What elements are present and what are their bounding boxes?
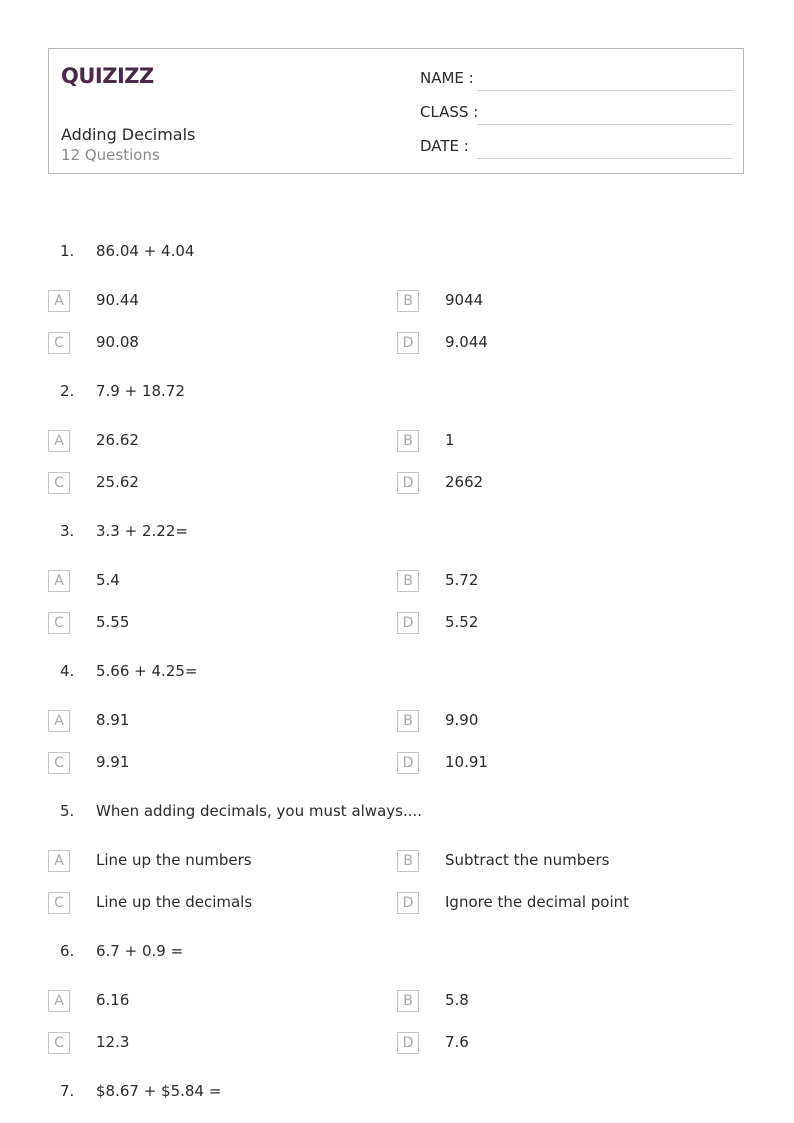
question-7 [0,1082,794,1106]
question-text: 86.04 + 4.04 [96,242,195,260]
option-text: 2662 [445,473,484,491]
option-d[interactable] [397,332,727,356]
option-letter-box: C [48,472,70,494]
option-letter-box: D [397,892,419,914]
option-letter-box: C [48,612,70,634]
option-letter-box: D [397,332,419,354]
option-text: 9.91 [96,753,130,771]
option-letter-box: D [397,612,419,634]
question-number: 4. [60,662,75,680]
option-c[interactable] [48,1032,378,1056]
option-c[interactable] [48,472,378,496]
question-1 [0,242,794,402]
option-text: 9.90 [445,711,479,729]
option-letter-box: C [48,1032,70,1054]
option-a[interactable] [48,850,378,874]
question-text: 6.7 + 0.9 = [96,942,184,960]
option-text: Subtract the numbers [445,851,610,869]
option-letter-box: B [397,290,419,312]
question-4 [0,662,794,822]
option-text: 90.08 [96,333,139,351]
svg-text:QUIZIZZ: QUIZIZZ [61,64,154,88]
question-text: 7.9 + 18.72 [96,382,185,400]
option-letter-box: C [48,752,70,774]
option-letter-box: B [397,850,419,872]
question-number: 6. [60,942,75,960]
option-b[interactable] [397,990,727,1014]
option-text: 5.8 [445,991,469,1009]
option-letter-box: C [48,892,70,914]
option-text: Line up the decimals [96,893,253,911]
question-2 [0,382,794,542]
option-text: 7.6 [445,1033,469,1051]
option-c[interactable] [48,752,378,776]
date-label: DATE : [420,137,469,155]
question-count: 12 Questions [61,146,160,164]
option-text: 25.62 [96,473,139,491]
question-3 [0,522,794,682]
option-a[interactable] [48,570,378,594]
option-b[interactable] [397,430,727,454]
option-text: 12.3 [96,1033,130,1051]
option-d[interactable] [397,612,727,636]
option-text: 5.4 [96,571,120,589]
option-d[interactable] [397,752,727,776]
name-field[interactable] [420,69,733,91]
option-text: 5.72 [445,571,479,589]
class-line[interactable] [477,124,733,125]
option-text: Line up the numbers [96,851,252,869]
option-letter-box: B [397,710,419,732]
option-a[interactable] [48,430,378,454]
option-letter-box: D [397,472,419,494]
option-c[interactable] [48,892,378,916]
option-letter-box: A [48,990,70,1012]
option-text: 5.52 [445,613,479,631]
option-text: 8.91 [96,711,130,729]
question-text: 3.3 + 2.22= [96,522,188,540]
option-letter-box: A [48,850,70,872]
option-d[interactable] [397,1032,727,1056]
option-text: 90.44 [96,291,139,309]
option-b[interactable] [397,570,727,594]
question-number: 1. [60,242,75,260]
option-text: 9.044 [445,333,488,351]
option-text: 1 [445,431,455,449]
date-line[interactable] [477,158,733,159]
option-letter-box: B [397,570,419,592]
option-letter-box: A [48,570,70,592]
option-text: 10.91 [445,753,488,771]
worksheet-title: Adding Decimals [61,125,196,144]
option-letter-box: A [48,290,70,312]
class-label: CLASS : [420,103,479,121]
option-a[interactable] [48,710,378,734]
option-text: 5.55 [96,613,130,631]
question-number: 3. [60,522,75,540]
option-c[interactable] [48,332,378,356]
option-letter-box: D [397,752,419,774]
quizizz-logo [61,59,161,91]
option-c[interactable] [48,612,378,636]
option-a[interactable] [48,290,378,314]
question-text: 5.66 + 4.25= [96,662,198,680]
question-number: 7. [60,1082,75,1100]
option-letter-box: B [397,990,419,1012]
option-letter-box: A [48,430,70,452]
option-letter-box: C [48,332,70,354]
option-a[interactable] [48,990,378,1014]
worksheet-header [48,48,744,174]
question-5 [0,802,794,962]
option-b[interactable] [397,850,727,874]
option-b[interactable] [397,290,727,314]
question-text: When adding decimals, you must always.... [96,802,423,820]
option-b[interactable] [397,710,727,734]
option-text: Ignore the decimal point [445,893,630,911]
name-label: NAME : [420,69,474,87]
class-field[interactable] [420,103,733,125]
question-number: 2. [60,382,75,400]
option-text: 9044 [445,291,484,309]
option-d[interactable] [397,472,727,496]
name-line[interactable] [477,90,733,91]
option-letter-box: A [48,710,70,732]
date-field[interactable] [420,137,733,159]
option-letter-box: B [397,430,419,452]
option-letter-box: D [397,1032,419,1054]
question-number: 5. [60,802,75,820]
option-text: 26.62 [96,431,139,449]
option-d[interactable] [397,892,727,916]
question-text: $8.67 + $5.84 = [96,1082,222,1100]
question-6 [0,942,794,1102]
option-text: 6.16 [96,991,130,1009]
